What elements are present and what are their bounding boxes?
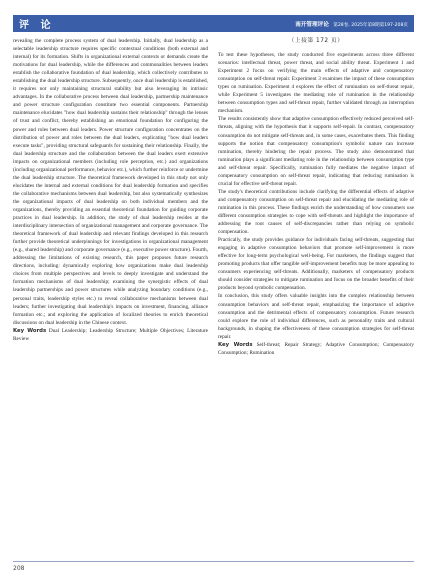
- left-keywords-text: Dual Leadership; Leadership Structure; Multiple Objectives; Literature Review: [13, 327, 208, 342]
- right-paragraph-5: In conclusion, this study offers valuable insights into the complex relationship between consumption behaviors and self-threat repair, emphasizing the importance of adaptive consumption and the detrimental effects of compensatory consumption. Future research could explore the role of individual differences, such as personality traits and cultural backgrounds, in shaping the effectiveness of these consumption strategies for self-threat repair.: [218, 293, 414, 340]
- left-keywords: [13, 327, 208, 343]
- journal-info: [295, 20, 408, 28]
- left-column: [13, 37, 208, 343]
- continued-from-label: （上接第 172 页）: [288, 38, 344, 44]
- right-paragraph-2: The results consistently show that adaptive consumption effectively reduced perceived self-threats, aligning with the hypothesis that it supports self-repair. In contrast, compensatory consumption do not mitigate self-threats and, in some cases, exacerbates them. This finding supports the notion that compensatory consumption's symbolic nature can increase rumination, thereby hindering the repair process. The study also demonstrated that rumination plays a significant mediating role in the relationship between consumption type and self-threat repair. Specifically, rumination fully mediates the negative impact of compensatory consumption on self-threat repair, indicating that reducing rumination is crucial for effective self-threat repair.: [218, 116, 414, 187]
- section-title: 评 论: [19, 20, 55, 31]
- issue-info: 第28卷, 2025年第8期第197-208页: [333, 22, 408, 28]
- right-keywords-text: Self-threat; Repair Strategy; Adaptive Consumption; Compensatory Consumption; Rumination: [218, 341, 414, 356]
- footer-rule: [13, 561, 414, 562]
- right-column: [218, 37, 414, 357]
- header-bar: [13, 15, 414, 32]
- right-keywords-label: Key Words: [218, 341, 253, 348]
- right-keywords: [218, 341, 414, 357]
- page-number: 208: [13, 565, 25, 572]
- journal-name: 南开管理评论: [295, 21, 329, 28]
- right-paragraph-1: To test these hypotheses, the study conducted five experiments across three different scenarios: intellectual threat, power threat, and social ability threat. Experiment 1 and Experiment 2 focus on verifying the main effects of adaptive and compensatory consumption on self-threat repair. Experiment 3 examines the impact of these consumption types on rumination. Experiment 4 explores the effect of rumination on self-threat repair, while Experiment 5 investigates the mediating role of rumination in the relationship between consumption types and self-threat repair, further validated through an interruption mechanism.: [218, 52, 414, 115]
- left-keywords-label: Key Words: [13, 327, 47, 334]
- left-abstract-paragraph: revealing the complete process system of dual leadership. Initially, dual leadership as a selectable leadership structure requires specific contextual conditions (both external and internal) for its formation. Shifts in organizational external contexts or demands create the motivations for dual leadership, while the differences and commonalities between leaders establish the collaborative foundation of dual leadership, which collectively contributes to establishing the dual leadership structure. Subsequently, once dual leadership is established, it requires not only maintaining structural stability but also leveraging its intrinsic advantages. In the collaborative process between dual leadership, partnership maintenance and power structure configuration constitute two essential components. Partnership maintenance elucidates "how dual leadership sustains their relationship" through the lenses of trust and conflict, thereby establishing an emotional foundation for configuring the power and roles between dual leaders. Power structure configuration concentrates on the distribution of power and roles between the dual leaders, explicating "how dual leaders execute tasks", providing structural safeguards for sustaining their relationship. Finally, the dual leadership structure and the collaboration between the dual leaders exert extensive impacts on organizational members (including role perception, etc.) and organizations (including organizational performance, behavior etc.), which further reinforce or undermine the dual leadership structure. The theoretical framework developed in this study not only elucidates the internal and external conditions for dual leadership formation and specifies the collaborative mechanisms between dual leadership, but also systematically synthesizes the organizational impacts of dual leadership on both individual members and the organizations, thereby providing an essential theoretical foundation for guiding corporate practices in dual leadership. In addition, the study of dual leadership resides at the interdisciplinary intersection of organizational management and corporate governance. The theoretical framework of dual leadership and relevant findings developed in this research further provide theoretical underpinnings for investigations in organizational management (e.g., shared leadership) and corporate governance (e.g., executive power structure). Fourth, addressing the limitations of existing research, this paper proposes future research directions, including: dynamically exploring how organizations make dual leadership choices from multiple perspectives and levels to deeply investigate and understand the formation mechanisms of dual leadership; examining the synergistic effects of dual leadership partnerships and power structures while analyzing boundary conditions (e.g., personal traits, leadership styles etc.) to reveal collaborative mechanisms between dual leaders; further investigating dual leadership's impacts on investment, financing, alliance formation etc.; and exploring the application of localized theories to enrich theoretical discussions on dual leadership in the Chinese context.: [13, 38, 208, 326]
- right-paragraph-3: The study's theoretical contributions include clarifying the differential effects of adaptive and compensatory consumption on self-threat repair and elucidating the mediating role of rumination in this process. These findings enrich the understanding of how consumers use different consumption strategies to cope with self-threats and highlight the importance of addressing the root causes of self-discrepancies rather than relying on symbolic compensation.: [218, 188, 414, 236]
- right-paragraph-4: Practically, the study provides guidance for individuals facing self-threats, suggesting that engaging in adaptive consumption behaviors that promote self-improvement is more effective for long-term psychological well-being. For marketers, the findings suggest that promoting products that offer tangible self-improvement benefits may be more appealing to consumers experiencing self-threats. Additionally, marketers of compensatory products should consider strategies to mitigate rumination and focus on the broader benefits of their products beyond symbolic compensation.: [218, 237, 414, 292]
